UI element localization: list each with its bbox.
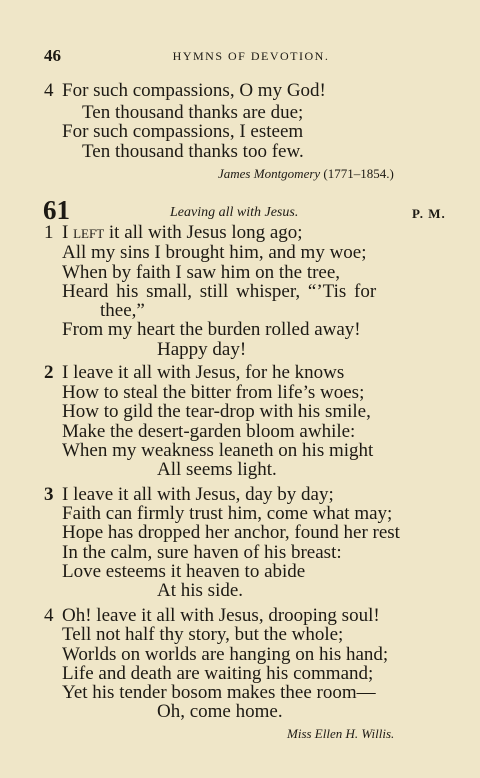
verse-line: thee,”: [100, 300, 145, 321]
verse-line: Yet his tender bosom makes thee room—: [62, 682, 376, 703]
small-caps-word: left: [73, 222, 105, 243]
verse-line: Worlds on worlds are hanging on his hand;: [62, 644, 389, 665]
verse-number: 4: [44, 80, 54, 101]
verse-number: 2: [44, 362, 54, 383]
verse-number: 4: [44, 605, 54, 626]
page-number: 46: [44, 46, 61, 65]
verse-line: Tell not half thy story, but the whole;: [62, 624, 344, 645]
verse-number: 3: [44, 484, 54, 505]
verse-line: I left it all with Jesus long ago;: [62, 222, 303, 243]
verse-line: All my sins I brought him, and my woe;: [62, 242, 367, 263]
author-attribution: [218, 166, 394, 182]
verse-line: When by faith I saw him on the tree,: [62, 262, 341, 283]
hymn-meter: P. M.: [412, 206, 446, 221]
hymn-title: Leaving all with Jesus.: [170, 205, 299, 220]
verse-line: I leave it all with Jesus, day by day;: [62, 484, 334, 505]
author-attribution: Miss Ellen H. Willis.: [287, 726, 395, 741]
verse-line: At his side.: [157, 580, 244, 601]
verse-line: How to steal the bitter from life’s woes;: [62, 382, 365, 403]
verse-line: Heard his small, still whisper, “’Tis for: [62, 281, 377, 302]
verse-line: Oh! leave it all with Jesus, drooping soul!: [62, 605, 380, 626]
verse-number: 1: [44, 222, 54, 243]
verse-line: When my weakness leaneth on his might: [62, 440, 374, 461]
verse-line: Ten thousand thanks too few.: [82, 141, 304, 162]
verse-line: From my heart the burden rolled away!: [62, 319, 361, 340]
verse-line: Oh, come home.: [157, 701, 283, 722]
verse-line: Make the desert-garden bloom awhile:: [62, 421, 356, 442]
author-years: (1771–1854.): [323, 166, 394, 181]
verse-line: All seems light.: [157, 459, 277, 480]
verse-line: Hope has dropped her anchor, found her rest: [62, 522, 400, 543]
verse-line: Happy day!: [157, 339, 247, 360]
verse-line: For such compassions, I esteem: [62, 121, 304, 142]
verse-line: For such compassions, O my God!: [62, 80, 326, 101]
verse-line: Faith can firmly trust him, come what may;: [62, 503, 393, 524]
verse-line: I leave it all with Jesus, for he knows: [62, 362, 345, 383]
verse-line: In the calm, sure haven of his breast:: [62, 542, 342, 563]
page-header: [44, 46, 458, 68]
verse-line: Life and death are waiting his command;: [62, 663, 374, 684]
hymn-number: 61: [43, 195, 70, 225]
verse-line: Love esteems it heaven to abide: [62, 561, 306, 582]
running-title: HYMNS OF DEVOTION.: [172, 49, 330, 63]
verse-line: How to gild the tear-drop with his smile,: [62, 401, 371, 422]
author-name: James Montgomery: [218, 166, 321, 181]
verse-line: Ten thousand thanks are due;: [82, 102, 304, 123]
